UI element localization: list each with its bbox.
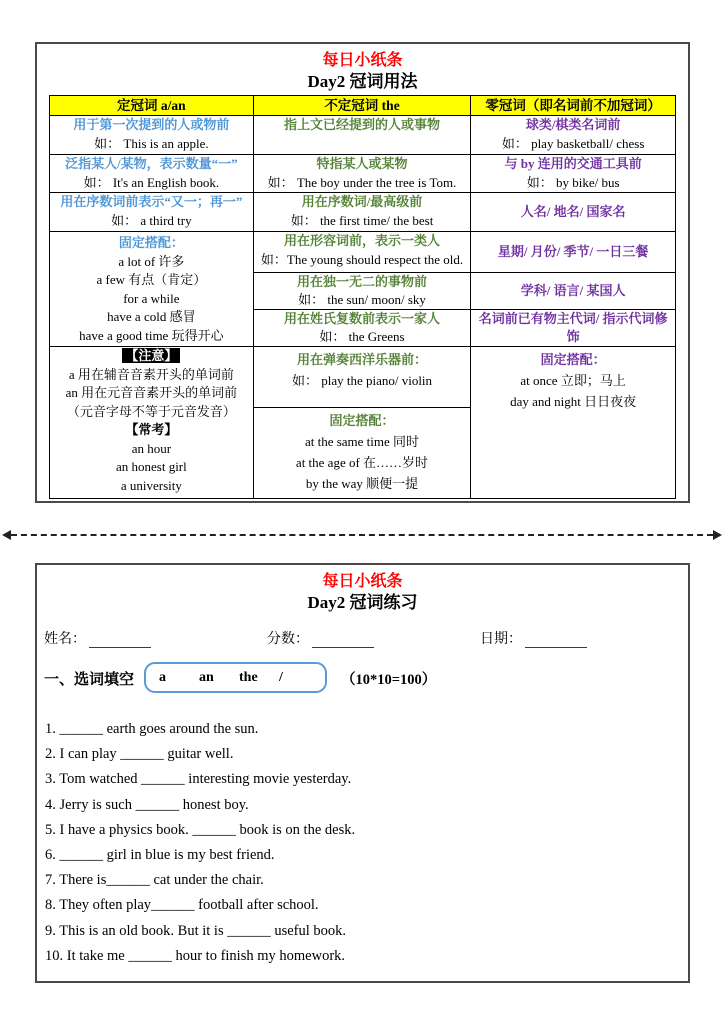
table-cell: [254, 155, 471, 193]
left-arrow-icon: [2, 530, 11, 540]
table-cell: [254, 232, 471, 273]
table-cell: [471, 347, 675, 498]
rule-example: 如： the Greens: [319, 329, 405, 344]
rule-example: at the same time 同时: [304, 434, 420, 449]
table-cell: [254, 273, 471, 310]
question-list: [45, 717, 682, 969]
rule-example: for a while: [123, 290, 180, 306]
rule-heading: 特指某人或某物: [316, 156, 408, 171]
table-cell: [471, 273, 675, 310]
column-indefinite-the: [254, 116, 472, 498]
rule-heading: 用在弹奏西洋乐器前：: [296, 352, 427, 367]
question-item: 9. This is an old book. But it is ______ useful book.: [45, 922, 347, 939]
table-cell: [50, 116, 253, 155]
score-label: 分数：: [267, 632, 309, 647]
question-item: 1. ______ earth goes around the sun.: [45, 721, 259, 737]
table-cell: [254, 347, 471, 408]
right-arrow-icon: [713, 530, 722, 540]
question-item: 6. ______ girl in blue is my best friend.: [45, 847, 275, 864]
rule-heading: 用在形容词前，表示一类人: [283, 233, 440, 248]
dashed-line: [11, 534, 713, 536]
rule-example: an honest girl: [115, 459, 187, 474]
info-fields-row: [37, 628, 688, 652]
name-label: 姓名：: [44, 632, 86, 647]
word-bank-option: /: [279, 669, 283, 685]
sheet-subtitle: Day2 冠词用法: [307, 72, 418, 91]
rule-heading: 球类/棋类名词前: [525, 117, 621, 132]
frequent-test-label: 【常考】: [125, 422, 178, 437]
rule-example: at the age of 在……岁时: [295, 455, 429, 470]
word-bank-option: the: [239, 669, 258, 685]
rule-example: day and night 日日夜夜: [510, 394, 637, 409]
rule-heading: 学科/ 语言/ 某国人: [520, 282, 626, 298]
section-points: （10*10=100）: [341, 672, 437, 688]
table-cell: [50, 232, 253, 347]
table-cell: [50, 347, 253, 498]
rule-example: 如： by bike/ bus: [526, 174, 620, 190]
rule-heading: 名词前已有物主代词/ 指示代词修饰: [478, 311, 668, 344]
score-field: [267, 628, 374, 648]
date-label: 日期：: [480, 632, 522, 647]
word-bank-box: [144, 662, 327, 693]
practice-sheet: [35, 563, 690, 983]
question-item: 5. I have a physics book. ______ book is on the desk.: [45, 821, 356, 838]
rule-example: at once 立即；马上: [520, 373, 626, 388]
rule-example: an 用在元音音素开头的单词前: [65, 385, 238, 400]
rule-example: an hour: [131, 440, 172, 456]
rule-example: 如： The boy under the tree is Tom.: [267, 174, 457, 190]
table-cell: [254, 193, 471, 232]
column-header-zero: 零冠词（即名词前不加冠词）: [471, 96, 675, 116]
note-tag: [52, 347, 251, 366]
rule-example: 如： the sun/ moon/ sky: [298, 292, 426, 307]
rule-example: a 用在辅音音素开头的单词前: [68, 366, 234, 382]
column-zero-article: [471, 116, 675, 498]
rule-heading: 固定搭配：: [540, 352, 606, 367]
rule-example: 如： a third try: [111, 212, 192, 228]
date-blank-field[interactable]: [525, 633, 587, 648]
rule-example: have a cold 感冒: [107, 309, 196, 324]
column-header-definite: 定冠词 a/an: [50, 96, 254, 116]
column-header-indefinite: 不定冠词 the: [254, 96, 472, 116]
section-one-row: [44, 662, 681, 696]
rule-heading: 固定搭配：: [118, 235, 184, 250]
page-divider: [2, 529, 722, 541]
table-cell: [254, 116, 471, 155]
rule-example: 如： It's an English book.: [83, 174, 220, 190]
date-field: [480, 628, 587, 648]
rule-example: 如： the first time/ the best: [290, 212, 434, 228]
rule-example: 如：The young should respect the old.: [260, 251, 464, 267]
section-title: 一、选词填空: [44, 672, 135, 688]
rule-example: a university: [120, 477, 182, 493]
rule-heading: 与 by 连用的交通工具前: [504, 156, 642, 171]
sheet-subtitle: Day2 冠词练习: [307, 593, 418, 612]
rule-heading: 用在序数词/最高级前: [301, 194, 423, 209]
usage-sheet: [35, 42, 690, 503]
note-label: 【注意】: [122, 348, 180, 363]
rule-heading: 人名/ 地名/ 国家名: [520, 203, 626, 219]
table-cell: [471, 116, 675, 155]
column-definite-a-an: [50, 116, 254, 498]
table-cell: [471, 155, 675, 193]
rule-heading: 用于第一次提到的人或物前: [73, 117, 230, 132]
table-cell: [254, 310, 471, 347]
table-cell: [471, 232, 675, 273]
rule-example: have a good time 玩得开心: [79, 327, 224, 343]
table-cell: [50, 155, 253, 193]
rule-heading: 用在姓氏复数前表示一家人: [283, 311, 440, 326]
rule-heading: 用在序数词前表示“又一；再一”: [60, 194, 243, 209]
name-field: [44, 628, 151, 648]
rule-heading: 指上文已经提到的人或事物: [283, 117, 440, 132]
table-cell: [50, 193, 253, 232]
rule-heading: 用在独一无二的事物前: [296, 274, 427, 289]
rule-example: by the way 顺便一提: [305, 476, 419, 491]
sheet-title: 每日小纸条: [322, 573, 403, 590]
rule-example: 如： play basketball/ chess: [501, 135, 645, 151]
rule-heading: 泛指某人/某物，表示数量“一”: [65, 156, 238, 171]
name-blank-field[interactable]: [89, 633, 151, 648]
rule-example: 如： This is an apple.: [94, 135, 209, 151]
sheet-title: 每日小纸条: [322, 52, 403, 69]
rule-heading: 星期/ 月份/ 季节/ 一日三餐: [497, 243, 649, 259]
score-blank-field[interactable]: [312, 633, 374, 648]
question-item: 10. It take me ______ hour to finish my homework.: [45, 947, 346, 964]
question-item: 2. I can play ______ guitar well.: [45, 746, 234, 763]
rule-example: a lot of 许多: [118, 253, 185, 269]
word-bank-option: an: [199, 669, 214, 685]
question-item: 3. Tom watched ______ interesting movie yesterday.: [45, 771, 352, 788]
rule-heading: 固定搭配：: [329, 413, 395, 428]
table-cell: [471, 310, 675, 347]
word-bank-option: a: [159, 669, 166, 685]
rule-example: （元音字母不等于元音发音）: [66, 403, 236, 419]
rule-example: a few 有点（肯定）: [96, 272, 207, 287]
question-item: 4. Jerry is such ______ honest boy.: [45, 796, 249, 813]
article-rules-table: [49, 95, 676, 499]
table-cell: [471, 193, 675, 232]
question-item: 8. They often play______ football after school.: [45, 897, 319, 914]
table-cell: [254, 408, 471, 498]
question-item: 7. There is______ cat under the chair.: [45, 872, 264, 889]
rule-example: 如： play the piano/ violin: [291, 373, 433, 388]
